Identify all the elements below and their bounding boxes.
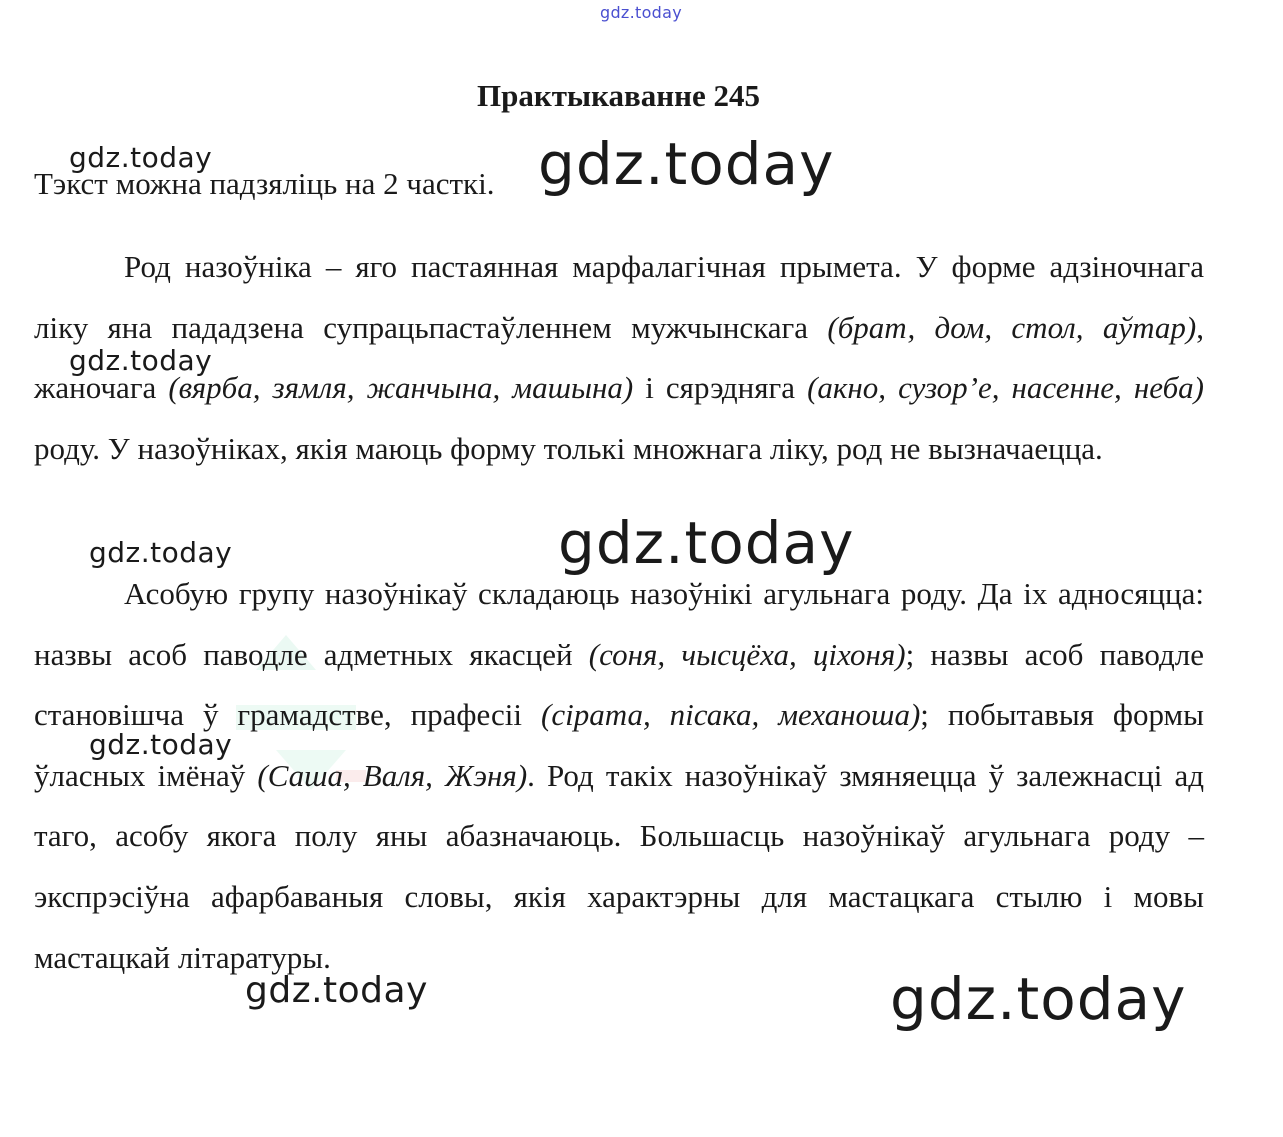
- paragraph-2-example-status: (сірата, пісака, механоша): [541, 697, 921, 733]
- paragraph-1-example-feminine: (вярба, зямля, жанчына, машына): [168, 370, 634, 406]
- watermark: gdz.today: [558, 509, 855, 577]
- watermark: gdz.today: [89, 728, 233, 761]
- intro-line: Тэкст можна падзяліць на 2 часткі.: [34, 166, 495, 201]
- paragraph-1-example-neuter: (акно, сузор’е, насенне, неба): [807, 370, 1204, 406]
- paragraph-2-example-names: (Саша, Валя, Жэня): [257, 757, 528, 793]
- paragraph-2: [34, 564, 1204, 988]
- paragraph-1-text: Род назоўніка – яго пастаянная марфалагічная прымета. У форме адзіночнага ліку яна пададзена супрацьпастаўленнем мужчынскага: [34, 249, 1204, 345]
- watermark: gdz.today: [69, 344, 213, 377]
- paragraph-2-text: ; побытавыя формы ўласных імёнаў: [34, 697, 1204, 793]
- page-title: Практыкаванне 245: [476, 78, 760, 113]
- paragraph-1-example-masculine: (брат, дом, стол, аўтар): [827, 309, 1197, 345]
- paragraph-2-text: . Род такіх назоўнікаў змяняецца ў залежнасці ад таго, асобу якога полу яны абазначаюць. Большасць назоўнікаў агульнага роду – экспрэсіўна афарбаваныя словы, якія характэрны для мастацкага стылю і мовы мастацкай літаратуры.: [34, 757, 1205, 975]
- watermark: gdz.today: [245, 970, 428, 1011]
- watermark: gdz.today: [89, 536, 233, 569]
- watermark: gdz.today: [600, 3, 682, 22]
- paragraph-1-text: і сярэдняга: [633, 370, 808, 406]
- watermark: gdz.today: [69, 141, 213, 174]
- paragraph-1-text: , жаночага: [34, 309, 1204, 406]
- paragraph-2-text: ; назвы асоб паводле становішча ў грамадстве, прафесіі: [34, 636, 1204, 733]
- watermark: gdz.today: [538, 130, 835, 198]
- paragraph-2-example-qualities: (соня, чысцёха, ціхоня): [588, 636, 906, 672]
- watermark: gdz.today: [890, 965, 1187, 1033]
- paragraph-1-text: роду. У назоўніках, якія маюць форму толькі множнага ліку, род не вызначаецца.: [34, 430, 1103, 466]
- paragraph-2-text: Асобую групу назоўнікаў складаюць назоўнікі агульнага роду. Да іх адносяцца: назвы асоб паводле адметных якасцей: [34, 576, 1204, 672]
